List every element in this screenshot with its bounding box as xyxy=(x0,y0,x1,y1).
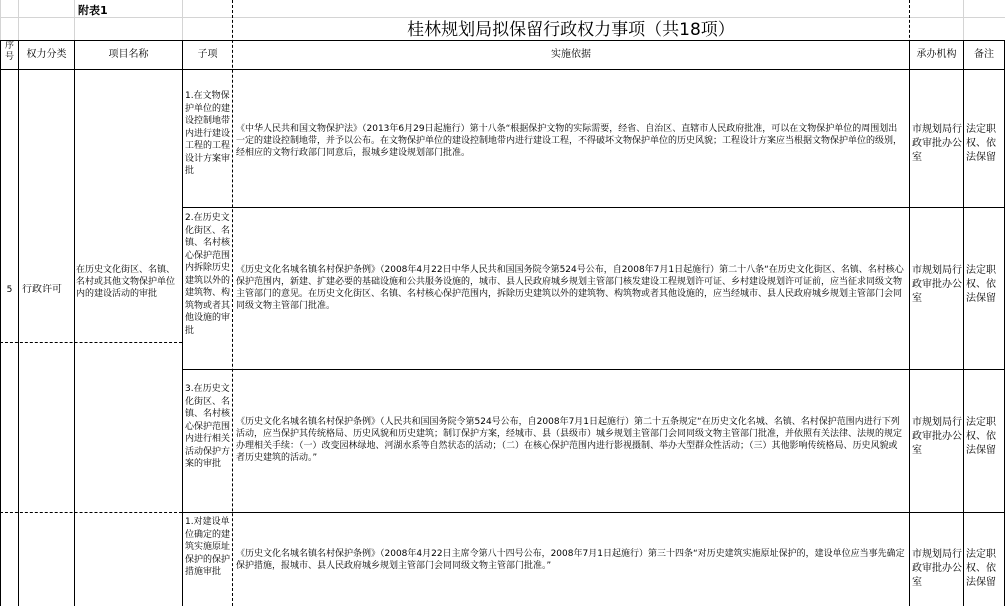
gridline xyxy=(18,0,19,40)
page-title: 桂林规划局拟保留行政权力事项（共18项） xyxy=(407,20,735,40)
table-border xyxy=(182,40,183,606)
row-1-agency: 市规划局行政审批办公室 xyxy=(912,124,962,163)
table-border xyxy=(182,369,1005,370)
page-break-line xyxy=(0,512,182,513)
page-break-line xyxy=(232,0,233,606)
header-seq: 序号 xyxy=(4,41,14,62)
row-3-basis: 《历史文化名城名镇名村保护条例》（人民共和国国务院令第524号公布，自2008年7月1日起施行）第二十五条规定“在历史文化名城、名镇、名村保护范围内进行下列活动，应当保护其传统格局、历史风貌和历史建筑；制订保护方案，经城市、县（县级市）城乡规划主管部门会同同级文物主管部门批准，并依照有关法律、法规的规定办理相关手续：（一）改变园林绿地、河湖水系等自然状态的活动；（二）在核心保护范围内进行影视摄制、举办大型群众性活动；（三）其他影响传统格局、历史风貌或者历史建筑的活动。” xyxy=(236,417,903,463)
header-agency: 承办机构 xyxy=(916,49,957,60)
row-4-remark: 法定职权、依法保留 xyxy=(966,549,996,588)
row-1-basis: 《中华人民共和国文物保护法》（2013年6月29日起施行）第十八条“根据保护文物的实际需要，经省、自治区、直辖市人民政府批准，可以在文物保护单位的周围划出一定的建设控制地带，并予以公布。在文物保护单位的建设控制地带内进行建设工程，不得破坏文物保护单位的历史风貌；工程设计方案应当根据文物保护单位的级别，经相应的文物行政部门同意后，报城乡建设规划部门批准。 xyxy=(236,124,903,158)
row-3-agency: 市规划局行政审批办公室 xyxy=(912,417,962,456)
page-break-line xyxy=(0,342,182,343)
table-border xyxy=(74,40,75,606)
header-item-name: 项目名称 xyxy=(108,49,149,60)
gridline xyxy=(74,0,75,40)
table-border xyxy=(0,40,1,606)
gridline xyxy=(0,0,1,40)
row-2-sub-item: 2.在历史文化街区、名镇、名村核心保护范围内拆除历史建筑以外的建筑物、构筑物或者其他设施的审批 xyxy=(185,213,231,336)
row-1-sub-item: 1.在文物保护单位的建设控制地带内进行建设工程的工程设计方案审批 xyxy=(185,91,231,176)
row-2-agency: 市规划局行政审批办公室 xyxy=(912,265,962,304)
group-category: 行政许可 xyxy=(22,284,62,295)
table-border xyxy=(0,69,1005,70)
group-seq: 5 xyxy=(6,285,13,295)
header-basis: 实施依据 xyxy=(551,49,591,60)
table-border xyxy=(909,40,910,606)
gridline xyxy=(182,0,183,40)
table-border xyxy=(182,512,1005,513)
header-sub-item: 子项 xyxy=(197,49,218,60)
row-3-remark: 法定职权、依法保留 xyxy=(966,417,996,456)
row-4-agency: 市规划局行政审批办公室 xyxy=(912,549,962,588)
header-category: 权力分类 xyxy=(26,49,67,60)
row-4-sub-item: 1.对建设单位确定的建筑实施原址保护的保护措施审批 xyxy=(185,517,231,577)
row-1-remark: 法定职权、依法保留 xyxy=(966,124,996,163)
table-border xyxy=(963,40,964,606)
row-2-basis: 《历史文化名城名镇名村保护条例》（2008年4月22日中华人民共和国国务院令第524号公布，自2008年7月1日起施行）第二十八条“在历史文化街区、名镇、名村核心保护范围内，新建、扩建必要的基础设施和公共服务设施的，城市、县人民政府城乡规划主管部门核发建设工程规划许可证、乡村建设规划许可证前，应当征求同级文物主管部门的意见。在历史文化街区、名镇、名村核心保护范围内，拆除历史建筑以外的建筑物、构筑物或者其他设施的，应当经城市、县人民政府城乡规划主管部门会同同级文物主管部门批准。 xyxy=(236,265,904,311)
table-border xyxy=(18,40,19,606)
annex-label: 附表1 xyxy=(78,4,108,17)
gridline xyxy=(963,0,964,40)
header-remark: 备注 xyxy=(974,49,994,60)
table-border xyxy=(182,207,1005,208)
group-item-name: 在历史文化街区、名镇、名村或其他文物保护单位内的建设活动的审批 xyxy=(76,265,176,299)
row-3-sub-item: 3.在历史文化街区、名镇、名村核心保护范围内进行相关活动保护方案的审批 xyxy=(185,384,231,469)
row-4-basis: 《历史文化名城名镇名村保护条例》（2008年4月22日主席令第八十四号公布，2008年7月1日起施行）第三十四条“对历史建筑实施原址保护的，建设单位应当事先确定保护措施，报城市、县人民政府城乡规划主管部门会同同级文物主管部门批准。” xyxy=(236,549,905,571)
row-2-remark: 法定职权、依法保留 xyxy=(966,265,996,304)
